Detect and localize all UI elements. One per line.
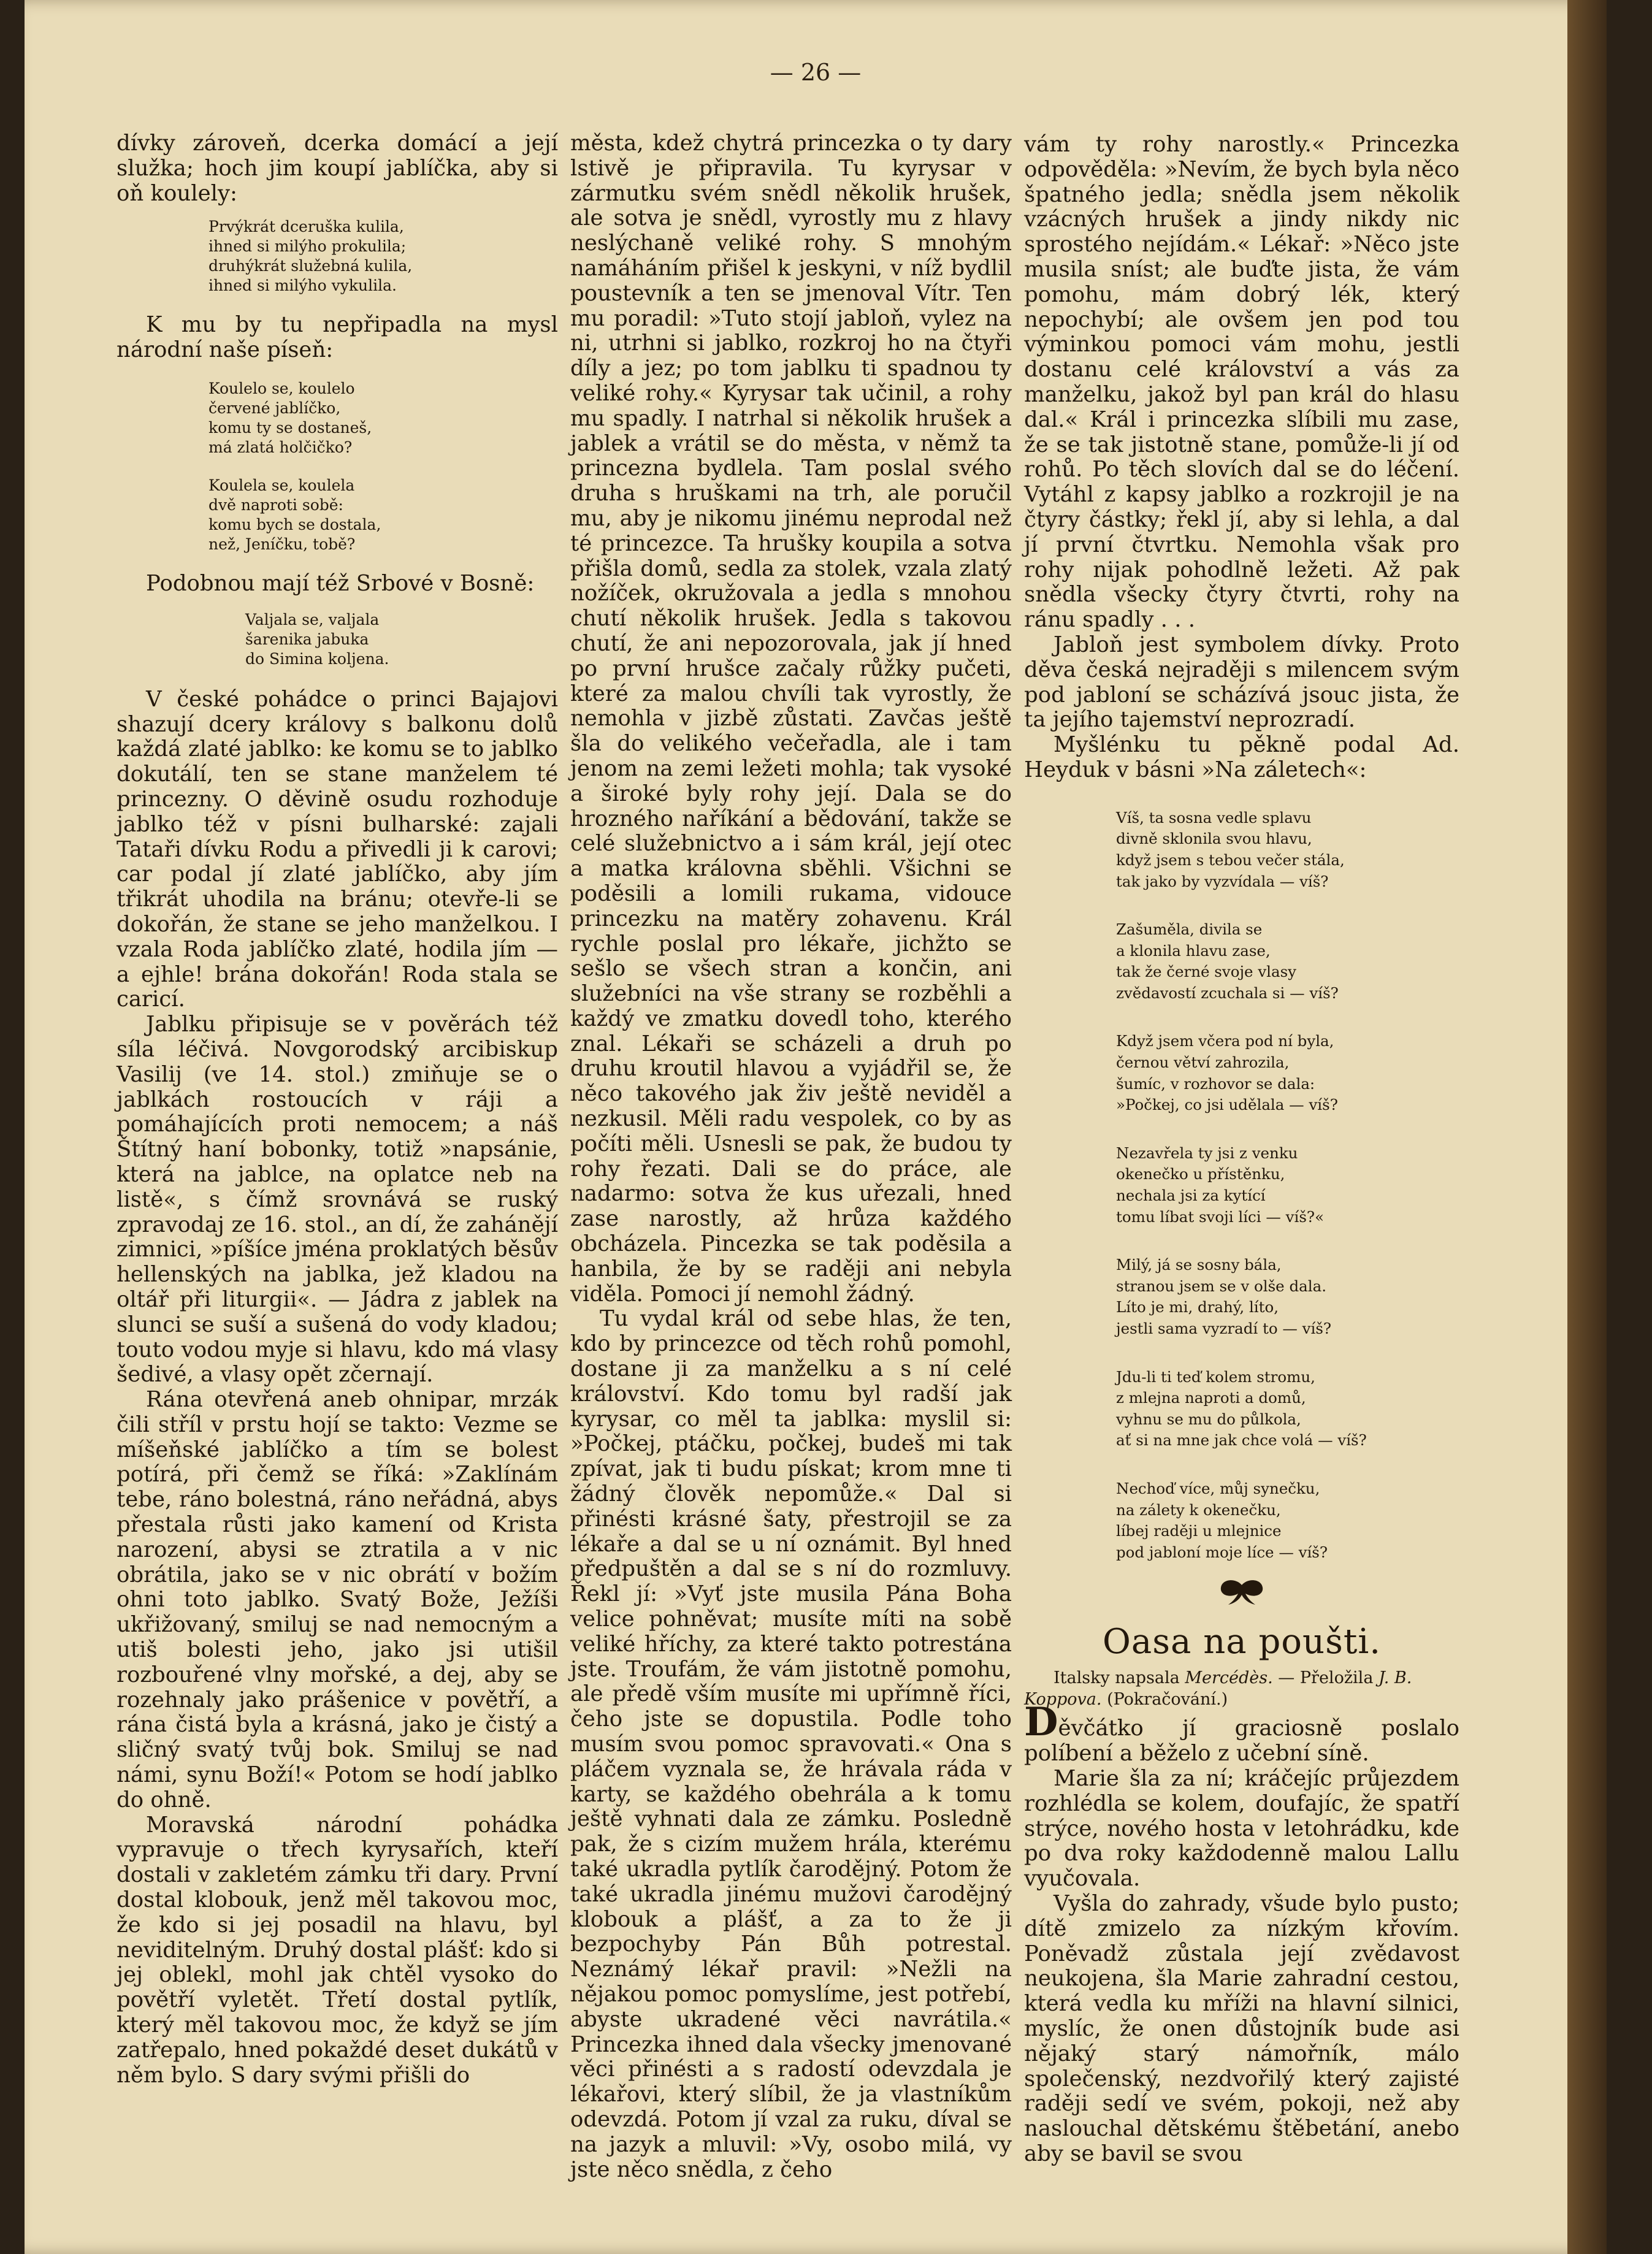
poem-stanza: [1116, 919, 1459, 1004]
poem-line: z mlejna naproti a domů,: [1116, 1389, 1306, 1407]
poem-stanza: [1116, 1143, 1459, 1228]
verse-line: než, Jeníčku, tobě?: [208, 535, 356, 553]
poem-line: Zašuměla, divila se: [1116, 920, 1263, 939]
verse-line: Valjala se, valjala: [245, 610, 380, 628]
poem-line: na zálety k okenečku,: [1116, 1500, 1281, 1519]
column-1: [117, 131, 558, 2088]
verse-line: šarenika jabuka: [245, 630, 369, 648]
poem-line: vyhnu se mu do půlkola,: [1116, 1410, 1301, 1428]
paragraph: Jabloň jest symbolem dívky. Proto děva česká nejraději s milencem svým pod jabloní se scházívá jsouc jista, že ta jejího tajemství neprozradí.: [1024, 632, 1459, 733]
poem-stanza: [1116, 1031, 1459, 1115]
verse-line: komu bych se dostala,: [208, 515, 381, 533]
poem-line: Líto je mi, drahý, líto,: [1116, 1298, 1279, 1316]
poem-line: Když jsem včera pod ní byla,: [1116, 1032, 1334, 1050]
poem-line: ať si na mne jak chce volá — víš?: [1116, 1431, 1367, 1450]
verse-line: má zlatá holčičko?: [208, 438, 353, 456]
verse-line: Koulelo se, koulelo: [208, 379, 355, 397]
verse-line: ihned si milýho vykulila.: [208, 277, 397, 295]
poem-line: divně sklonila svou hlavu,: [1116, 830, 1312, 848]
verse-line: do Simina koljena.: [245, 649, 389, 668]
paragraph: K mu by tu nepřipadla na mysl národní naše píseň:: [117, 312, 558, 363]
verse-line: druhýkrát služebná kulila,: [208, 257, 413, 275]
verse-line: dvě naproti sobě:: [208, 495, 343, 514]
paragraph: V české pohádce o princi Bajajovi shazují dcery královy s balkonu dolů každá zlaté jablko: ke komu se to jablko dokutálí, ten se stane manželem té princezny. O děvině osudu rozhoduje jablko též v písni bulharské: zajali Tataři dívku Rodu a přivedli ji k carovi; car podal jí zlaté jablíčko, aby jím třikrát uhodila na bránu; otevře-li se dokořán, že stane se jeho manželkou. I vzala Roda jablíčko zlaté, hodila jím — a ejhle! brána dokořán! Roda stala se caricí.: [117, 686, 558, 1012]
paragraph: vám ty rohy narostly.« Princezka odpověděla: »Nevím, že bych byla něco špatného jedla; snědla jsem několik vzácných hrušek a jindy nikdy nic sprostého nejídám.« Lékař: »Něco jste musila sníst; ale buďte jista, že vám pomohu, mám dobrý lék, který nepochybí; ale ovšem jen pod tou výminkou pomoci vám mohu, jestli dostanu celé království a vás za manželku, jakož byl pan král do hlasu dal.« Král i princezka slíbili mu zase, že se tak jistotně stane, pomůže-li jí od rohů. Po těch slovích dal se do léčení. Vytáhl z kapsy jablko a rozkrojil je na čtyry částky; řekl jí, aby si lehla, a dal jí první čtvrtku. Nemohla však pro rohy nijak pohodlně ležeti. Až pak snědla všecky čtyry čtvrti, rohy na ránu spadly . . .: [1024, 132, 1459, 633]
paragraph: Vyšla do zahrady, všude bylo pusto; dítě zmizelo za nízkým křovím. Poněvadž zůstala její zvědavost neukojena, šla Marie zahradní cestou, která vedla ku mříži na hlavní silnici, myslíc, že onen důstojník bude asi nějaký starý námořník, málo společenský, nezdvořilý který zajisté raději sedí ve svém, pokoji, než aby naslouchal dětskému štěbetání, anebo aby se bavil se svou: [1024, 1890, 1459, 2166]
poem-line: Víš, ta sosna vedle splavu: [1116, 808, 1312, 827]
poem-stanza: [1116, 1367, 1459, 1451]
page-edge-shadow: [1567, 0, 1607, 2254]
poem-line: tak jako by vyzvídala — víš?: [1116, 872, 1329, 890]
credit-author: Mercédès.: [1185, 1668, 1273, 1688]
credit-note: (Pokračování.): [1107, 1690, 1228, 1710]
ornament-divider-icon: [1024, 1578, 1459, 1608]
poem-line: tomu líbat svoji líci — víš?«: [1116, 1207, 1325, 1226]
credit-language: Italsky napsala: [1054, 1668, 1180, 1688]
folk-verse: [208, 217, 558, 296]
article-heading: Oasa na poušti.: [1102, 1622, 1382, 1662]
poem-line: šumíc, v rozhovor se dala:: [1116, 1074, 1315, 1093]
article-credit: [1024, 1667, 1459, 1710]
poem-line: stranou jsem se v olše dala.: [1116, 1277, 1326, 1295]
verse-line: Koulela se, koulela: [208, 476, 355, 494]
poem-line: když jsem s tebou večer stála,: [1116, 850, 1345, 869]
poem-line: pod jabloní moje líce — víš?: [1116, 1543, 1328, 1561]
poem-line: okenečko u přístěnku,: [1116, 1165, 1285, 1183]
verse-line: komu ty se dostaneš,: [208, 418, 372, 437]
folk-verse: [245, 610, 558, 669]
poem-line: a klonila hlavu zase,: [1116, 941, 1271, 960]
folk-verse: [208, 379, 558, 457]
verse-line: červené jablíčko,: [208, 399, 341, 417]
paragraph: Moravská národní pohádka vypravuje o třech kyrysařích, kteří dostali v zakletém zámku tři dary. První dostal klobouk, jenž měl takovou moc, že kdo si jej posadil na hlavu, byl neviditelným. Druhý dostal plášť: kdo si jej oblekl, mohl jak chtěl vysoko do povětří vyletět. Třetí dostal pytlík, který měl takovou moc, že když se jím zatřepalo, hned pokaždé deset dukátů v něm bylo. S dary svými přišli do: [117, 1812, 558, 2088]
paragraph-text: ěvčátko jí graciosně poslalo políbení a běželo z učební síně.: [1024, 1716, 1459, 1767]
column-3: [1024, 132, 1459, 2167]
credit-translator: J. B. Koppova.: [1024, 1668, 1412, 1710]
poem-line: Nezavřela ty jsi z venku: [1116, 1144, 1298, 1162]
poem-line: jestli sama vyzradí to — víš?: [1116, 1320, 1332, 1337]
poem-line: nechala jsi za kytící: [1116, 1186, 1266, 1205]
paragraph: Marie šla za ní; kráčejíc průjezdem rozhlédla se kolem, doufajíc, že spatří strýce, nového hosta v letohrádku, kde po dva roky každodenně malou Lallu vyučovala.: [1024, 1765, 1459, 1892]
verse-line: ihned si milýho prokulila;: [208, 237, 407, 256]
drop-cap: D: [1024, 1699, 1058, 1746]
poem-line: černou větví zahrozila,: [1116, 1053, 1290, 1072]
poem-line: Nechoď více, můj synečku,: [1116, 1479, 1320, 1497]
folk-verse: [208, 476, 558, 554]
paragraph: Jablku připisuje se v pověrách též síla léčivá. Novgorodský arcibiskup Vasilij (ve 14. stol.) zmiňuje se o jablkách rostoucích v ráji a pomáhajících proti nemocem; a náš Štítný haní bobonky, totiž »napsánie, která na jablce, na oplatce neb na listě«, s čímž srovnává se ruský zpravodaj ze 16. stol., an dí, že zahánějí zimnici, »píšíce jména proklatých běsův hellenských na jablka, jež kladou na oltář při liturgii«. — Jádra z jablek na slunci se suší a sušená do vody kladou; touto vodou myje si hlavu, kdo má vlasy šedivé, a vlasy opět zčernají.: [117, 1012, 558, 1388]
credit-translated-label: — Přeložila: [1278, 1668, 1374, 1688]
poem-line: zvědavostí zcuchala si — víš?: [1116, 984, 1339, 1002]
paragraph: Podobnou mají též Srbové v Bosně:: [146, 570, 535, 596]
poem-line: Jdu-li ti teď kolem stromu,: [1116, 1367, 1315, 1386]
poem-line: líbej raději u mlejnice: [1116, 1522, 1282, 1540]
poem-stanza: [1116, 808, 1459, 892]
poem-stanza: [1116, 1478, 1459, 1563]
magazine-page: [25, 0, 1607, 2254]
poem-line: tak že černé svoje vlasy: [1116, 963, 1297, 981]
poem-line: Milý, já se sosny bála,: [1116, 1256, 1282, 1274]
poem-line: »Počkej, co jsi udělala — víš?: [1116, 1096, 1338, 1114]
verse-line: Prvýkrát dceruška kulila,: [208, 218, 404, 236]
paragraph: Myšlénku tu pěkně podal Ad. Heyduk v básni »Na záletech«:: [1024, 732, 1459, 782]
poem: [1116, 808, 1459, 1564]
paragraph: Rána otevřená aneb ohnipar, mrzák čili stříl v prstu hojí se takto: Vezme se míšeňské jablíčko a tím se bolest potírá, při čemž se říká: »Zaklínám tebe, ráno bolestná, ráno neřádná, abys přestala růsti jako kamení od Krista narození, abysi se ztratila a v nic obrátila, jako se v nic obrátí v božím ohni toto jablko. Svatý Bože, Ježíši ukřižovaný, smiluj se nad nemocným a utiš bolesti jeho, jako jsi utišil rozbouřené vlny mořské, a dej, aby se rozehnaly jako prášenice v povětří, a rána čistá byla a krásná, jako je čistý a sličný svatý tvůj bok. Smiluj se nad námi, synu Boží!« Potom se hodí jablko do ohně.: [117, 1387, 558, 1813]
column-2: [570, 131, 1012, 2182]
poem-stanza: [1116, 1255, 1459, 1339]
paragraph: Tu vydal král od sebe hlas, že ten, kdo by princezce od těch rohů pomohl, dostane ji za manželku a s ní celé království. Kdo tomu byl radší jak kyrysar, co měl ta jablka: myslil si: »Počkej, ptáčku, počkej, budeš mi tak zpívat, jak ti budu pískat; krom mne ti žádný člověk nepomůže.« Dal si přinésti krásné šaty, přestrojil se za lékaře a dal se u ní oznámit. Byl hned předpuštěn a dal se s ní do rozmluvy. Řekl jí: »Vyť jste musila Pána Boha velice pohněvat; musíte míti na sobě veliké hříchy, za které takto potrestána jste. Troufám, že vám jistotně pomohu, ale předě vším musíte mi upřímně říci, čeho jste se dopustila. Podle toho musím svou pomoc spravovati.« Ona s pláčem vyznala se, že hrávala ráda v karty, se každého obehrála a k tomu ještě vyhnati dala ze zámku. Posledně pak, že s cizím mužem hrála, kterému také ukradla pytlík čarodějný. Potom že také ukradla jinému mužovi čarodějný klobouk a plášť, a za to že ji bezpochyby Pán Bůh potrestal. Neznámý lékař pravil: »Nežli na nějakou pomoc pomyslíme, jest potřebí, abyste ukradené věci navrátila.« Princezka ihned dala všecky jmenované věci přinésti a s radostí odevzdala je lékařovi, který slíbil, že ja vlastníkům odevzdá. Potom jí vzal za ruku, díval se na jazyk a mluvil: »Vy, osobo milá, vy jste něco snědla, z čeho: [570, 1306, 1012, 2182]
page-number: — 26 —: [770, 59, 862, 86]
paragraph: města, kdež chytrá princezka o ty dary lstivě je připravila. Tu kyrysar v zármutku svém snědl několik hrušek, ale sotva je snědl, vyrostly mu z hlavy neslýchaně veliké rohy. S mnohým namáháním přišel k jeskyni, v níž bydlil poustevník a ten se jmenoval Vítr. Ten mu poradil: »Tuto stojí jabloň, vylez na ni, utrhni si jablko, rozkroj ho na čtyři díly a jez; po tom jablku ti spadnou ty veliké rohy.« Kyrysar tak učinil, a rohy mu spadly. I natrhal si několik hrušek a jablek a vrátil se do města, v němž ta princezna bydlela. Tam poslal svého druha s hruškami na trh, ale poručil mu, aby je nikomu jinému neprodal než té princezce. Ta hrušky koupila a sotva přišla domů, sedla za stolek, vzala zlatý nožíček, okružovala a jedla s mnohou chutí několik hrušek. Jedla s takovou chutí, že ani nepozorovala, jak jí hned po první hrušce začaly růžky pučeti, které za malou chvíli tak vyrostly, že nemohla v jizbě zůstati. Zavčas ještě šla do velikého večeřadla, ale i tam jenom na zemi ležeti mohla; tak vysoké a široké byly rohy její. Dala se do hrozného naříkání a bědování, takže se celé služebnictvo a i sám král, její otec a matka královna sběhli. Všichni se poděsili a lomili rukama, vidouce princezku na matěry zohavenu. Král rychle poslal pro lékaře, jichžto se sešlo se všech stran a končin, ani služebníci na vše strany se rozběhli a každý ve zmatku dovedl toho, kterého znal. Lékaři se scházeli a druh po druhu kroutil hlavou a vyjádřil se, že něco takového jak živ ještě neviděl a nezkusil. Měli radu vespolek, co by as počíti měli. Usnesli se pak, že budou ty rohy řezati. Dali se do práce, ale nadarmo: sotva že kus uřezali, hned zase narostly, až hrůza každého obcházela. Pincezka se tak poděsila a hanbila, že by se raději ani nebyla viděla. Pomoci jí nemohl žádný.: [570, 131, 1012, 1307]
paragraph: dívky zároveň, dcerka domácí a její služka; hoch jim koupí jablíčka, aby si oň koulely:: [117, 131, 558, 206]
